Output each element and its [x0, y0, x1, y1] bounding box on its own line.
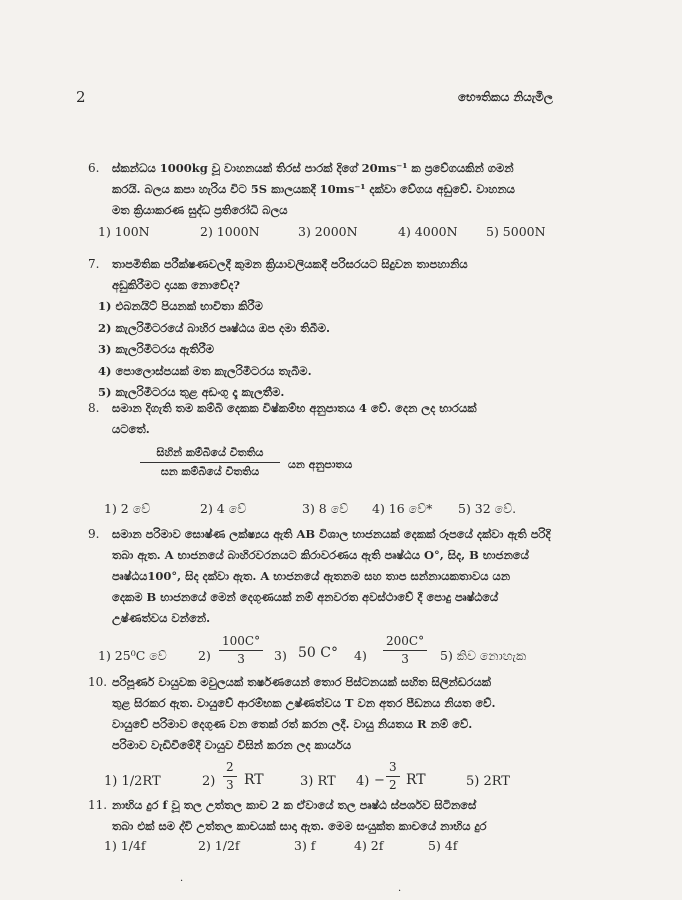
- question-number: 10.: [88, 675, 108, 689]
- fraction-numerator: 2: [223, 759, 237, 777]
- option-5: 5) 4f: [428, 838, 458, 853]
- option-4: 4) 4000N: [398, 224, 458, 239]
- question-number: 11.: [88, 798, 108, 812]
- question-line: ස්කන්ධය 1000kg වූ වාහනයක් තිරස් පාරක් දිගේ 20ms⁻¹ ක ප්‍රවේගයකින් ගමන්: [112, 161, 514, 175]
- question-line: තබා එක් සම ද්වි උත්තල කාචයක් සාදා ඇත. මෙම සංයුක්ත කාචයේ නාභිය දුර: [112, 819, 487, 833]
- option-4-suffix: RT: [406, 772, 426, 788]
- option-4: 4) පොලොස්පයක් මත කැලරිමීටරය තැබීම.: [98, 363, 312, 378]
- question-number: 7.: [88, 257, 100, 271]
- option-3: 3) RT: [300, 774, 336, 789]
- question-line: වායුවේ පරිමාව දෙගුණ වන තෙක් රත් කරන ලදී. වායු නියතය R නම් වේ.: [112, 717, 473, 731]
- option-3-prefix: 3): [274, 648, 287, 663]
- question-8: [88, 398, 598, 520]
- option-5: 5) 32 වේ.: [458, 501, 517, 516]
- question-line: තුළ සිරකර ඇත. වායුවේ ආරම්භක උෂ්ණත්වය T වන අතර පීඩනය නියත වේ.: [112, 696, 496, 710]
- option-3: 3) 2000N: [298, 224, 358, 239]
- ratio-fraction: [140, 444, 280, 481]
- question-number: 8.: [88, 401, 100, 415]
- fraction-numerator: 200C°: [383, 633, 427, 651]
- option-2-fraction: [223, 759, 237, 794]
- option-3: 3) f: [294, 838, 316, 853]
- option-4: 4) 2f: [354, 838, 384, 853]
- question-6: [88, 158, 598, 243]
- question-text: [112, 672, 598, 756]
- option-5: 5) 5000N: [486, 224, 546, 239]
- question-line: උෂ්ණත්වය වන්නේ.: [112, 611, 211, 625]
- ratio-denominator: ඝන කම්බියේ විතතිය: [160, 465, 260, 478]
- question-text: [112, 398, 598, 440]
- option-2-prefix: 2): [198, 648, 211, 663]
- question-line: සමාන පරිමාව සොෂ්ණ ලක්ෂ්‍යය ඇති AB විශාල භාජනයක් දෙකක් රූපයේ දක්වා ඇති පරිදි: [112, 527, 551, 541]
- running-head: භෞතිකය නියැමිල: [458, 90, 553, 104]
- question-text: [112, 158, 598, 221]
- option-4-fraction: [383, 633, 427, 668]
- question-line: පරිපූර්ණ වායුවක මවුලයක් තර්ෂණයෙන් තොර පිස්ටනයක් සහිත සිලින්ඩරයක්: [112, 675, 491, 689]
- question-9: [88, 524, 598, 681]
- fraction-numerator: 100C°: [219, 633, 263, 651]
- ratio-expression: [88, 444, 598, 492]
- option-3: 3) කැලරිමීටරය ඇතිරීම: [98, 342, 215, 356]
- fraction-denominator: 3: [226, 778, 234, 792]
- fraction-denominator: 2: [389, 778, 397, 792]
- option-2-fraction: [219, 633, 263, 668]
- question-line: සමාන දිගැති තම කම්බි දෙකක විෂ්කම්භ අනුපාතය 4 වේ. දෙන ලද භාරයක්: [112, 401, 477, 415]
- question-line: පෘෂ්ඨය100°, සිද දක්වා ඇත. A භාජනයේ ඇතනම සහ තාප සන්නායකතාවය යන: [112, 569, 511, 583]
- option-1: 1) 1/4f: [104, 838, 146, 853]
- fraction-denominator: 3: [401, 652, 409, 666]
- fraction-numerator: 3: [386, 759, 400, 777]
- option-5: 5) 2RT: [466, 774, 510, 789]
- question-line: යටතේ.: [112, 422, 150, 436]
- question-number: 9.: [88, 527, 100, 541]
- answer-options: [98, 498, 598, 520]
- ratio-numerator: සිහින් කම්බියේ විතතිය: [140, 444, 280, 463]
- option-5: 5) කැලරිමීටරය තුළ අඩංගු දෑ කැලතීම.: [98, 385, 285, 399]
- question-line: තාපමිතික පරීක්ෂණවලදී කුමන ක්‍රියාවලියකදී පරිසරයට සිදුවන තාපහානිය: [112, 257, 468, 271]
- option-2: 2) 4 වේ: [200, 501, 247, 516]
- question-line: කරයි. බලය කපා හැරිය විට 5S කාලයකදී 10ms⁻¹ දක්වා වේගය අඩුවේ. වාහනය: [112, 182, 515, 196]
- answer-options: [98, 837, 598, 857]
- question-number: 6.: [88, 161, 100, 175]
- question-11: [88, 795, 598, 857]
- fraction-denominator: 3: [237, 652, 245, 666]
- option-1: 1) 2 වේ: [104, 501, 151, 516]
- question-line: අඩුකිරීමට දායක නොවේද?: [112, 278, 241, 292]
- option-4: 4) 16 වේ*: [372, 501, 433, 516]
- question-line: දෙකම B භාජනයේ මෙන් දෙගුණයක් නම් අනවරත අවස්ථාවේ දී පොදු පෘෂ්ඨයේ: [112, 590, 499, 604]
- option-2: 2) 1000N: [200, 224, 260, 239]
- option-1: 1) 25⁰C වේ: [98, 648, 167, 663]
- question-10: [88, 672, 598, 804]
- option-1: 1) 1/2RT: [104, 774, 161, 789]
- question-text: [112, 254, 598, 296]
- question-7: [88, 254, 598, 404]
- option-1: 1) 100N: [98, 224, 150, 239]
- scan-speck: ·: [398, 886, 402, 897]
- option-2-prefix: 2): [202, 774, 216, 789]
- scan-speck: ·: [180, 876, 184, 887]
- option-4-prefix: 4): [354, 648, 367, 663]
- ratio-label: යන අනුපාතය: [288, 458, 353, 471]
- option-4-prefix: 4): [356, 774, 370, 789]
- answer-options: [98, 296, 598, 404]
- option-1: 1) එබනයිට් පියනක් භාවිතා කිරීම: [98, 299, 263, 313]
- minus-sign: −: [374, 773, 385, 788]
- question-text: [112, 795, 598, 837]
- question-line: තබා ඇත. A භාජනයේ බාහිරවරනයට කිරාවරණය ඇති පෘෂ්ඨය O°, සිද, B භාජනයේ: [112, 548, 529, 562]
- answer-options: [98, 221, 598, 243]
- option-4-fraction: [386, 759, 400, 794]
- question-line: පරිමාව වැඩිවීමේදී වායුව විසින් කරන ලද කාර්යය: [112, 738, 352, 752]
- question-line: මත ක්‍රියාකරණ සුද්ධ ප්‍රතිරෝධි බලය: [112, 203, 288, 217]
- option-5: 5) කිව නොහැක: [440, 648, 527, 663]
- question-text: [112, 524, 598, 629]
- option-2-suffix: RT: [244, 772, 264, 788]
- page-number: 2: [76, 88, 86, 106]
- option-2: 2) කැලරිමීටරයේ බාහිර පෘෂ්ඨය ඔප දමා තිබීම.: [98, 320, 331, 335]
- option-3: 3) 8 වේ: [302, 501, 349, 516]
- option-2: 2) 1/2f: [198, 838, 240, 853]
- question-line: නාභිය දුර f වූ තල උත්තල කාච 2 ක ඒවායේ තල පෘෂ්ඨ ස්පර්ශව සිටිනසේ: [112, 798, 477, 812]
- option-3: 50 C°: [298, 645, 338, 661]
